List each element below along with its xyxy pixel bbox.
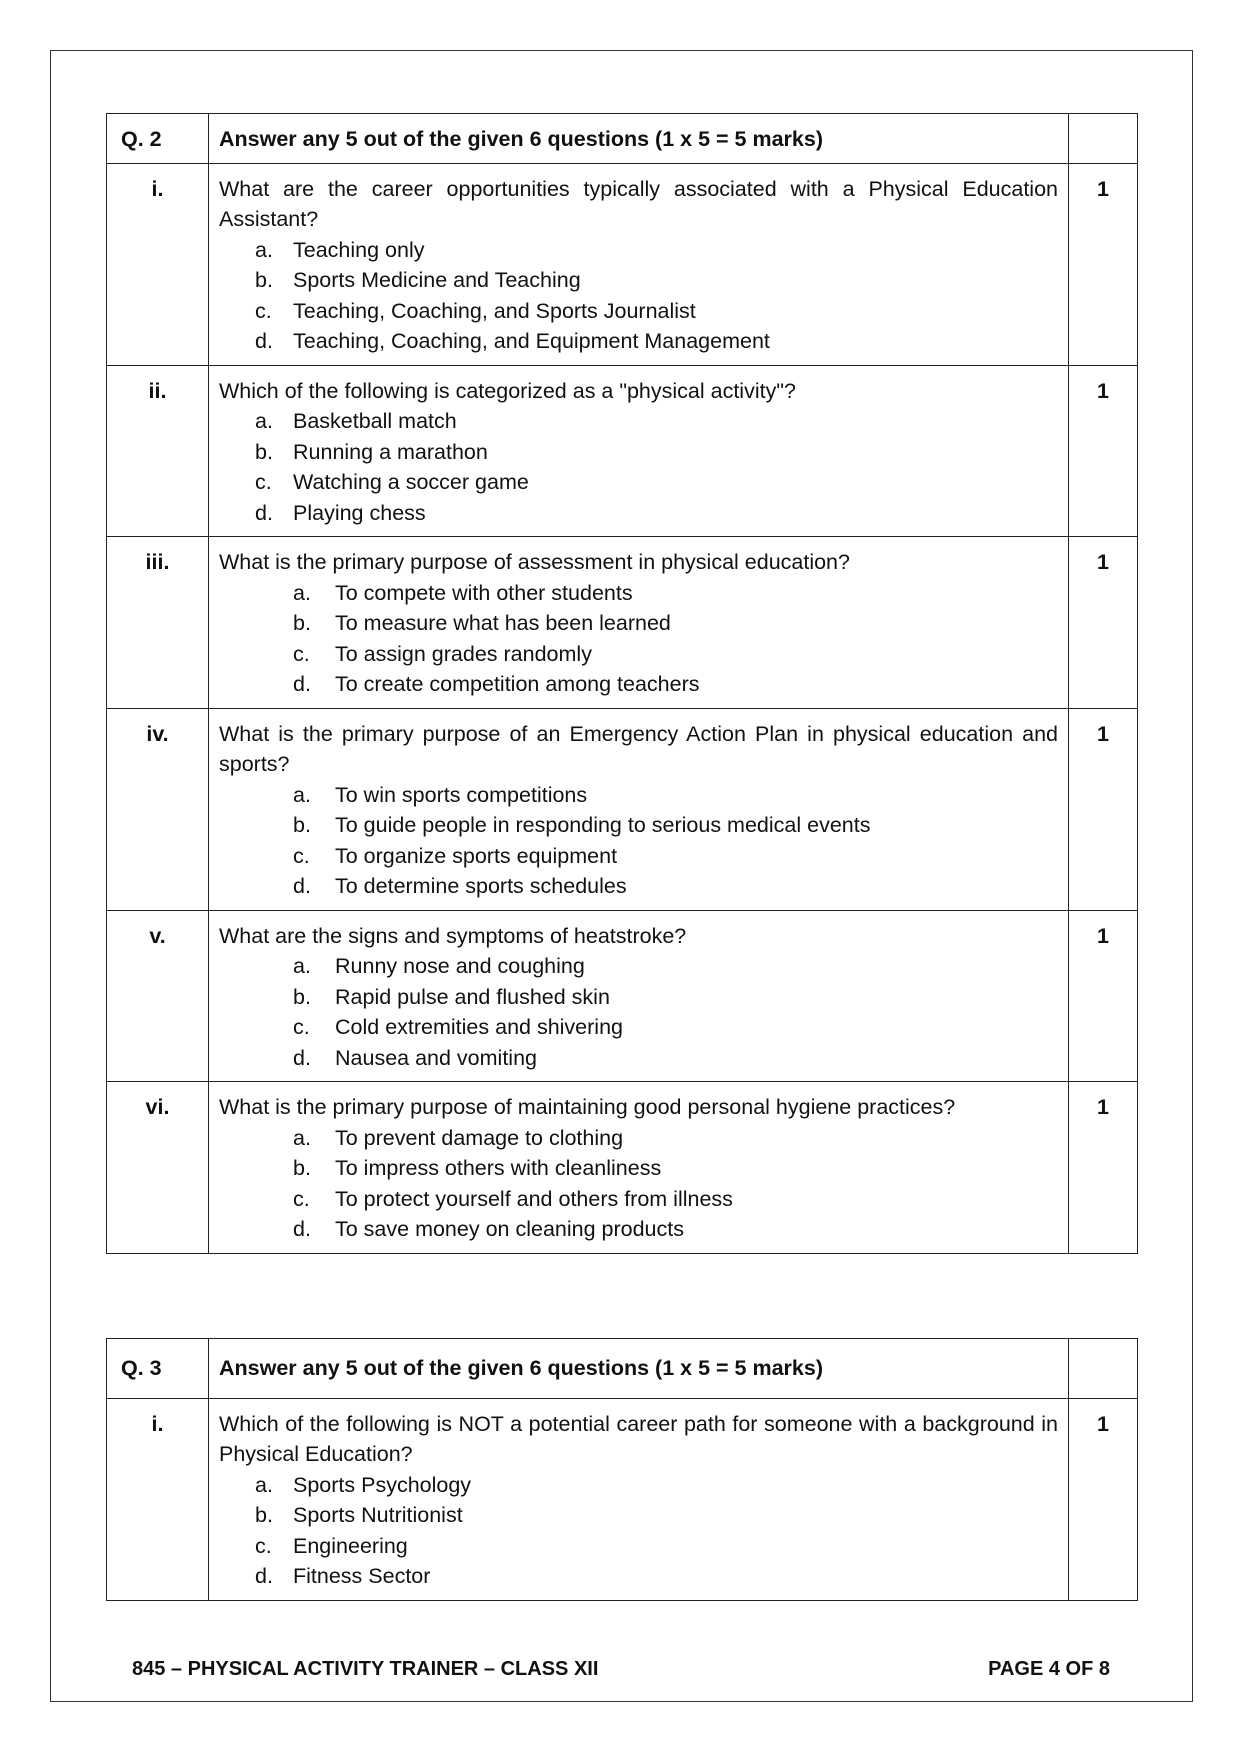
q2-header-marks-cell [1069,114,1138,164]
q3-header-marks-cell [1069,1339,1138,1399]
option-c: c. Engineering [255,1533,408,1558]
q2-item-row [107,365,1138,537]
q2-item-body [209,163,1069,365]
q2-item-row [107,708,1138,910]
option-b: b. Sports Nutritionist [255,1503,463,1527]
marks: 1 [1069,708,1138,910]
option-d: d. Nausea and vomiting [293,1045,537,1070]
option-a: a. Teaching only [255,237,425,262]
q2-number: Q. 2 [107,114,209,164]
footer-course-title: 845 – PHYSICAL ACTIVITY TRAINER – CLASS XII [132,1658,599,1680]
q3-instruction: Answer any 5 out of the given 6 questions (1 x 5 = 5 marks) [209,1339,1069,1399]
q2-instruction: Answer any 5 out of the given 6 questions (1 x 5 = 5 marks) [209,114,1069,164]
q2-item-body [209,910,1069,1082]
q3-header-row [107,1339,1138,1399]
q2-item-number: iv. [107,708,209,910]
q2-item-body [209,537,1069,709]
question-text: What is the primary purpose of maintaining good personal hygiene practices? [219,1095,956,1119]
question-text: Which of the following is NOT a potential career path for someone with a background in Physical Education? [219,1411,1058,1466]
q2-item-number: vi. [107,1082,209,1254]
q2-item-body [209,708,1069,910]
marks: 1 [1069,537,1138,709]
option-a: a. Sports Psychology [255,1472,472,1497]
option-b: b. To impress others with cleanliness [293,1156,662,1180]
marks: 1 [1069,1398,1138,1600]
option-a: a. To win sports competitions [293,782,588,807]
option-a: a. To prevent damage to clothing [293,1125,624,1150]
option-d: d. Playing chess [255,500,426,525]
q2-item-row [107,163,1138,365]
q3-item-number: i. [107,1398,209,1600]
marks: 1 [1069,910,1138,1082]
footer-page-number: PAGE 4 OF 8 [988,1658,1110,1680]
q3-item-row [107,1398,1138,1600]
option-b: b. Running a marathon [255,439,488,464]
options-list [219,235,1058,357]
option-b: b. Rapid pulse and flushed skin [293,984,610,1009]
question-text: What are the signs and symptoms of heatstroke? [219,923,687,948]
q2-header-row [107,114,1138,164]
marks: 1 [1069,163,1138,365]
options-list [219,780,1058,902]
q2-item-number: v. [107,910,209,1082]
option-b: b. To measure what has been learned [293,611,671,635]
question-3-table [106,1338,1138,1601]
q3-item-body [209,1398,1069,1600]
option-d: d. Teaching, Coaching, and Equipment Management [255,329,770,353]
option-b: b. To guide people in responding to serious medical events [293,813,871,837]
option-c: c. To organize sports equipment [293,843,618,868]
options-list [219,1123,1058,1245]
q2-item-number: iii. [107,537,209,709]
option-a: a. Basketball match [255,409,457,433]
options-list [219,1470,1058,1592]
options-list [219,406,1058,528]
question-text: What is the primary purpose of an Emergency Action Plan in physical education and sports? [219,721,1058,776]
option-c: c. To protect yourself and others from illness [293,1186,733,1211]
option-d: d. To create competition among teachers [293,672,700,696]
options-list [219,578,1058,700]
q2-item-number: ii. [107,365,209,537]
option-a: a. Runny nose and coughing [293,954,585,978]
marks: 1 [1069,365,1138,537]
q2-item-row [107,1082,1138,1254]
option-c: c. Watching a soccer game [255,470,529,494]
marks: 1 [1069,1082,1138,1254]
option-c: c. To assign grades randomly [293,641,592,666]
q2-item-row [107,537,1138,709]
option-d: d. To save money on cleaning products [293,1217,684,1241]
q2-item-number: i. [107,163,209,365]
options-list [219,951,1058,1073]
q2-item-row [107,910,1138,1082]
question-2-table [106,113,1138,1254]
q2-item-body [209,1082,1069,1254]
question-text: Which of the following is categorized as a "physical activity"? [219,378,796,403]
question-text: What are the career opportunities typically associated with a Physical Education Assistant? [219,176,1058,231]
option-d: d. Fitness Sector [255,1564,431,1588]
option-a: a. To compete with other students [293,580,633,605]
q3-number: Q. 3 [107,1339,209,1399]
question-text: What is the primary purpose of assessment in physical education? [219,550,850,574]
option-b: b. Sports Medicine and Teaching [255,268,581,292]
option-d: d. To determine sports schedules [293,874,627,898]
option-c: c. Cold extremities and shivering [293,1015,623,1039]
q2-item-body [209,365,1069,537]
option-c: c. Teaching, Coaching, and Sports Journalist [255,298,696,323]
